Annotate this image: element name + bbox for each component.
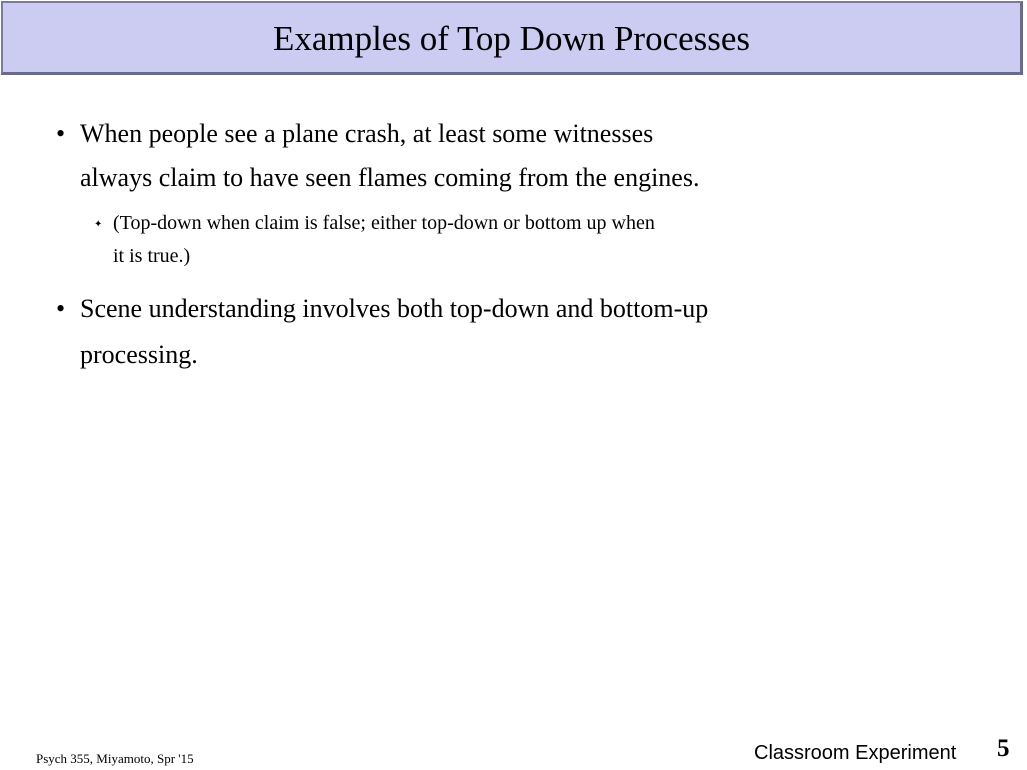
page-number: 5 (997, 735, 1010, 762)
sub-bullet-line-2: it is true.) (113, 245, 191, 267)
bullet-2-line-2: processing. (80, 340, 198, 369)
footer-section-label: Classroom Experiment (754, 742, 957, 764)
bullet-marker: • (56, 119, 66, 148)
bullet-2-line-1: Scene understanding involves both top-down and bottom-up (80, 294, 709, 323)
sub-bullet-line-1: (Top-down when claim is false; either top-down or bottom up when (113, 212, 655, 234)
bullet-marker: • (56, 294, 66, 323)
bullet-1-line-1: When people see a plane crash, at least some witnesses (80, 119, 654, 148)
slide-title-bar (1, 1, 1023, 75)
sub-bullet-marker: ✦ (94, 219, 103, 230)
bullet-1-line-2: always claim to have seen flames coming from the engines. (80, 163, 700, 192)
footer-course-label: Psych 355, Miyamoto, Spr '15 (36, 751, 194, 766)
slide-title: Examples of Top Down Processes (272, 19, 751, 58)
